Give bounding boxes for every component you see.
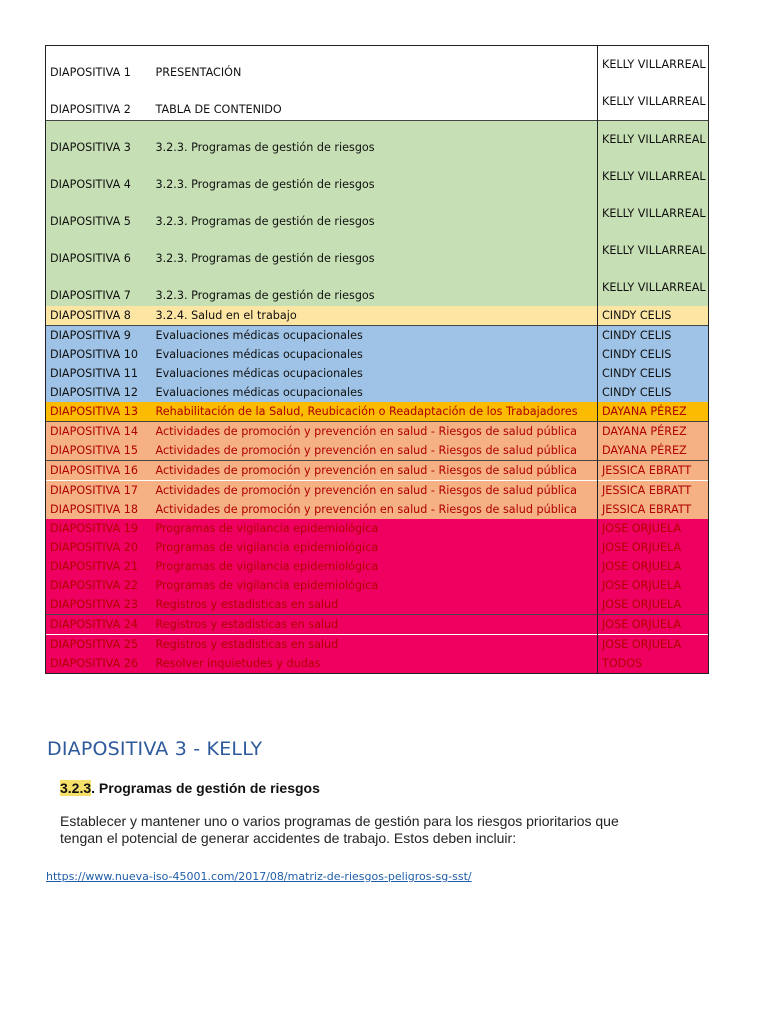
slide-number-cell: DIAPOSITIVA 5 (46, 195, 152, 232)
table-row (46, 269, 709, 306)
owner-cell: JESSICA EBRATT (598, 481, 709, 501)
slide-number-cell: DIAPOSITIVA 21 (46, 557, 152, 576)
topic-cell: 3.2.3. Programas de gestión de riesgos (152, 232, 598, 269)
owner-cell: JOSE ORJUELA (598, 635, 709, 655)
topic-cell: 3.2.3. Programas de gestión de riesgos (152, 121, 598, 159)
topic-cell: 3.2.3. Programas de gestión de riesgos (152, 195, 598, 232)
table-row (46, 83, 709, 121)
topic-cell: Programas de vigilancia epidemiológica (152, 557, 598, 576)
subsection-title-text: . Programas de gestión de riesgos (91, 780, 320, 796)
table-row (46, 576, 709, 595)
slide-number-cell: DIAPOSITIVA 19 (46, 519, 152, 538)
slide-assignment-table (45, 45, 709, 674)
topic-cell: Registros y estadisticas en salud (152, 595, 598, 615)
slide-number-cell: DIAPOSITIVA 2 (46, 83, 152, 121)
table-row (46, 121, 709, 159)
table-row (46, 364, 709, 383)
owner-cell: JOSE ORJUELA (598, 557, 709, 576)
slide-number-cell: DIAPOSITIVA 4 (46, 158, 152, 195)
table-row (46, 383, 709, 402)
table-row (46, 402, 709, 422)
slide-number-cell: DIAPOSITIVA 24 (46, 615, 152, 635)
owner-cell: CINDY CELIS (598, 383, 709, 402)
slide-number-cell: DIAPOSITIVA 14 (46, 422, 152, 442)
owner-cell: CINDY CELIS (598, 345, 709, 364)
topic-cell: PRESENTACIÓN (152, 46, 598, 84)
owner-cell: JESSICA EBRATT (598, 461, 709, 481)
topic-cell: Actividades de promoción y prevención en salud - Riesgos de salud pública (152, 461, 598, 481)
owner-cell: JOSE ORJUELA (598, 595, 709, 615)
topic-cell: TABLA DE CONTENIDO (152, 83, 598, 121)
owner-cell: KELLY VILLARREAL (598, 232, 709, 269)
slide-number-cell: DIAPOSITIVA 3 (46, 121, 152, 159)
table-row (46, 654, 709, 674)
table-row (46, 500, 709, 519)
table-row (46, 345, 709, 364)
owner-cell: JOSE ORJUELA (598, 576, 709, 595)
table-row (46, 422, 709, 442)
slide-number-cell: DIAPOSITIVA 17 (46, 481, 152, 501)
slide-number-cell: DIAPOSITIVA 1 (46, 46, 152, 84)
slide-number-cell: DIAPOSITIVA 26 (46, 654, 152, 674)
topic-cell: 3.2.3. Programas de gestión de riesgos (152, 158, 598, 195)
table-row (46, 519, 709, 538)
table-row (46, 195, 709, 232)
table-row (46, 615, 709, 635)
slide-number-cell: DIAPOSITIVA 12 (46, 383, 152, 402)
owner-cell: DAYANA PÉREZ (598, 402, 709, 422)
slide-number-cell: DIAPOSITIVA 16 (46, 461, 152, 481)
owner-cell: KELLY VILLARREAL (598, 195, 709, 232)
slide-number-cell: DIAPOSITIVA 9 (46, 326, 152, 346)
topic-cell: Resolver inquietudes y dudas (152, 654, 598, 674)
topic-cell: Evaluaciones médicas ocupacionales (152, 383, 598, 402)
topic-cell: Registros y estadisticas en salud (152, 635, 598, 655)
table-row (46, 481, 709, 501)
slide-number-cell: DIAPOSITIVA 20 (46, 538, 152, 557)
table-row (46, 441, 709, 461)
table-row (46, 326, 709, 346)
table-row (46, 158, 709, 195)
owner-cell: CINDY CELIS (598, 326, 709, 346)
slide-number-cell: DIAPOSITIVA 11 (46, 364, 152, 383)
topic-cell: Evaluaciones médicas ocupacionales (152, 326, 598, 346)
table-row (46, 306, 709, 326)
table-row (46, 538, 709, 557)
slide-number-cell: DIAPOSITIVA 8 (46, 306, 152, 326)
reference-link[interactable]: https://www.nueva-iso-45001.com/2017/08/matriz-de-riesgos-peligros-sg-sst/ (46, 870, 472, 883)
topic-cell: 3.2.4. Salud en el trabajo (152, 306, 598, 326)
slide-number-cell: DIAPOSITIVA 7 (46, 269, 152, 306)
owner-cell: KELLY VILLARREAL (598, 46, 709, 84)
table-row (46, 595, 709, 615)
owner-cell: CINDY CELIS (598, 306, 709, 326)
topic-cell: Programas de vigilancia epidemiológica (152, 576, 598, 595)
slide-number-cell: DIAPOSITIVA 6 (46, 232, 152, 269)
topic-cell: Actividades de promoción y prevención en salud - Riesgos de salud pública (152, 441, 598, 461)
slide-assignment-rows (46, 46, 709, 674)
topic-cell: Programas de vigilancia epidemiológica (152, 519, 598, 538)
slide-number-cell: DIAPOSITIVA 10 (46, 345, 152, 364)
slide-number-cell: DIAPOSITIVA 13 (46, 402, 152, 422)
slide-number-cell: DIAPOSITIVA 25 (46, 635, 152, 655)
owner-cell: CINDY CELIS (598, 364, 709, 383)
slide-number-cell: DIAPOSITIVA 23 (46, 595, 152, 615)
owner-cell: KELLY VILLARREAL (598, 269, 709, 306)
owner-cell: KELLY VILLARREAL (598, 83, 709, 121)
slide-number-cell: DIAPOSITIVA 15 (46, 441, 152, 461)
owner-cell: KELLY VILLARREAL (598, 121, 709, 159)
owner-cell: TODOS (598, 654, 709, 674)
topic-cell: Evaluaciones médicas ocupacionales (152, 345, 598, 364)
owner-cell: KELLY VILLARREAL (598, 158, 709, 195)
subsection-number: 3.2.3 (60, 780, 92, 796)
slide-number-cell: DIAPOSITIVA 18 (46, 500, 152, 519)
topic-cell: Programas de vigilancia epidemiológica (152, 538, 598, 557)
owner-cell: JOSE ORJUELA (598, 519, 709, 538)
table-row (46, 46, 709, 84)
topic-cell: Actividades de promoción y prevención en salud - Riesgos de salud pública (152, 500, 598, 519)
owner-cell: JESSICA EBRATT (598, 500, 709, 519)
section-heading: DIAPOSITIVA 3 - KELLY (47, 738, 263, 760)
slide-number-cell: DIAPOSITIVA 22 (46, 576, 152, 595)
topic-cell: Registros y estadisticas en salud (152, 615, 598, 635)
table-row (46, 635, 709, 655)
topic-cell: Actividades de promoción y prevención en salud - Riesgos de salud pública (152, 422, 598, 442)
topic-cell: Rehabilitación de la Salud, Reubicación o Readaptación de los Trabajadores (152, 402, 598, 422)
table-row (46, 461, 709, 481)
section-paragraph: Establecer y mantener uno o varios programas de gestión para los riesgos prioritarios que tengan el potencial de generar accidentes de trabajo. Estos deben incluir: (60, 813, 619, 846)
subsection-title (60, 780, 320, 796)
owner-cell: DAYANA PÉREZ (598, 441, 709, 461)
owner-cell: JOSE ORJUELA (598, 615, 709, 635)
topic-cell: 3.2.3. Programas de gestión de riesgos (152, 269, 598, 306)
owner-cell: DAYANA PÉREZ (598, 422, 709, 442)
table-row (46, 557, 709, 576)
owner-cell: JOSE ORJUELA (598, 538, 709, 557)
topic-cell: Evaluaciones médicas ocupacionales (152, 364, 598, 383)
table-row (46, 232, 709, 269)
topic-cell: Actividades de promoción y prevención en salud - Riesgos de salud pública (152, 481, 598, 501)
